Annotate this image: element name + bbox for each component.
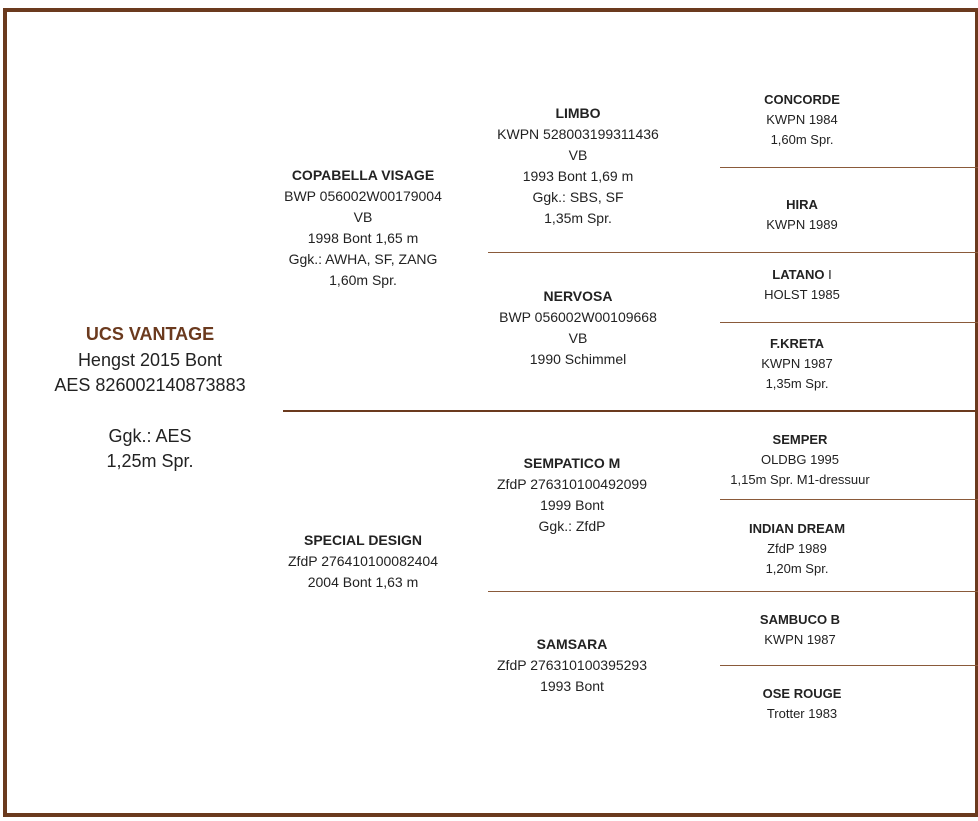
sire-line: 1998 Bont 1,65 m [307, 230, 419, 246]
gen3-name: SEMPER [772, 432, 828, 447]
sire-dam-name: NERVOSA [543, 288, 613, 304]
gen3-line: 1,15m Spr. M1-dressuur [730, 472, 870, 487]
gen3-name: OSE ROUGE [762, 686, 842, 701]
dam-line: ZfdP 276410100082404 [288, 553, 438, 569]
dam-sire [472, 453, 672, 537]
subject-line: AES 826002140873883 [54, 375, 246, 395]
gen3-name: SAMBUCO B [759, 612, 841, 627]
dam-dam-line: 1993 Bont [540, 678, 604, 694]
dam-sire-line: ZfdP 276310100492099 [497, 476, 647, 492]
gen3-name: LATANO [772, 267, 825, 282]
sire-line: BWP 056002W00179004 [284, 188, 442, 204]
sire-sire [478, 103, 678, 229]
sire-line: Ggk.: AWHA, SF, ZANG [288, 251, 438, 267]
sire-sire-line: KWPN 528003199311436 [497, 126, 659, 142]
gen3-line: Trotter 1983 [766, 706, 838, 721]
sire [268, 165, 458, 291]
gen3-name: HIRA [786, 197, 818, 212]
dam-line: 2004 Bont 1,63 m [307, 574, 419, 590]
sire-sire-line: Ggk.: SBS, SF [532, 189, 624, 205]
divider-gen3-1 [720, 167, 978, 168]
dam-sire-line: Ggk.: ZfdP [538, 518, 606, 534]
sire-sire-line: VB [568, 147, 588, 163]
gen3-line: 1,60m Spr. [770, 132, 834, 147]
gen3-line: KWPN 1987 [761, 356, 833, 371]
dam-sire-name: SEMPATICO M [523, 455, 621, 471]
dam-dam [472, 634, 672, 697]
gen3-name-suffix: I [824, 267, 832, 282]
divider-gen3-3 [720, 499, 978, 500]
divider-gen3-2 [720, 322, 978, 323]
subject-name: UCS VANTAGE [85, 324, 215, 344]
dam-dam-line: ZfdP 276310100395293 [497, 657, 647, 673]
gen3-horse [707, 519, 887, 579]
gen3-horse [710, 430, 890, 490]
gen3-name: CONCORDE [764, 92, 840, 107]
dam [268, 530, 458, 593]
gen3-horse [710, 610, 890, 650]
subject-horse [40, 322, 260, 475]
gen3-name: INDIAN DREAM [748, 521, 846, 536]
gen3-line: 1,20m Spr. [765, 561, 829, 576]
sire-dam-line: BWP 056002W00109668 [499, 309, 657, 325]
gen3-line: 1,35m Spr. [765, 376, 829, 391]
dam-name: SPECIAL DESIGN [304, 532, 422, 548]
divider-dam-line [488, 591, 978, 592]
divider-sire-line [488, 252, 978, 253]
gen3-line: KWPN 1987 [764, 632, 836, 647]
gen3-line: KWPN 1989 [766, 217, 838, 232]
gen3-name: F.KRETA [770, 336, 824, 351]
gen3-horse [712, 265, 892, 305]
gen3-horse [712, 684, 892, 724]
dam-sire-line: 1999 Bont [540, 497, 604, 513]
gen3-line: KWPN 1984 [766, 112, 838, 127]
sire-line: 1,60m Spr. [329, 272, 397, 288]
subject-line: Ggk.: AES [108, 425, 192, 446]
sire-dam-line: 1990 Schimmel [529, 351, 627, 367]
sire-sire-line: 1993 Bont 1,69 m [522, 168, 634, 184]
sire-dam-line: VB [568, 330, 588, 346]
dam-dam-name: SAMSARA [536, 636, 608, 652]
gen3-horse [707, 334, 887, 394]
gen3-horse [712, 195, 892, 235]
gen3-line: OLDBG 1995 [760, 452, 840, 467]
sire-sire-line: 1,35m Spr. [544, 210, 612, 226]
gen3-line: HOLST 1985 [764, 287, 840, 302]
subject-line: 1,25m Spr. [106, 451, 194, 471]
gen3-horse [712, 90, 892, 150]
sire-dam [478, 286, 678, 370]
sire-name: COPABELLA VISAGE [291, 167, 435, 183]
gen3-line: ZfdP 1989 [767, 541, 827, 556]
divider-gen3-4 [720, 665, 978, 666]
sire-line: VB [353, 209, 373, 225]
sire-sire-name: LIMBO [555, 105, 601, 121]
subject-line: Hengst 2015 Bont [77, 349, 223, 370]
divider-sire-dam [283, 410, 978, 412]
